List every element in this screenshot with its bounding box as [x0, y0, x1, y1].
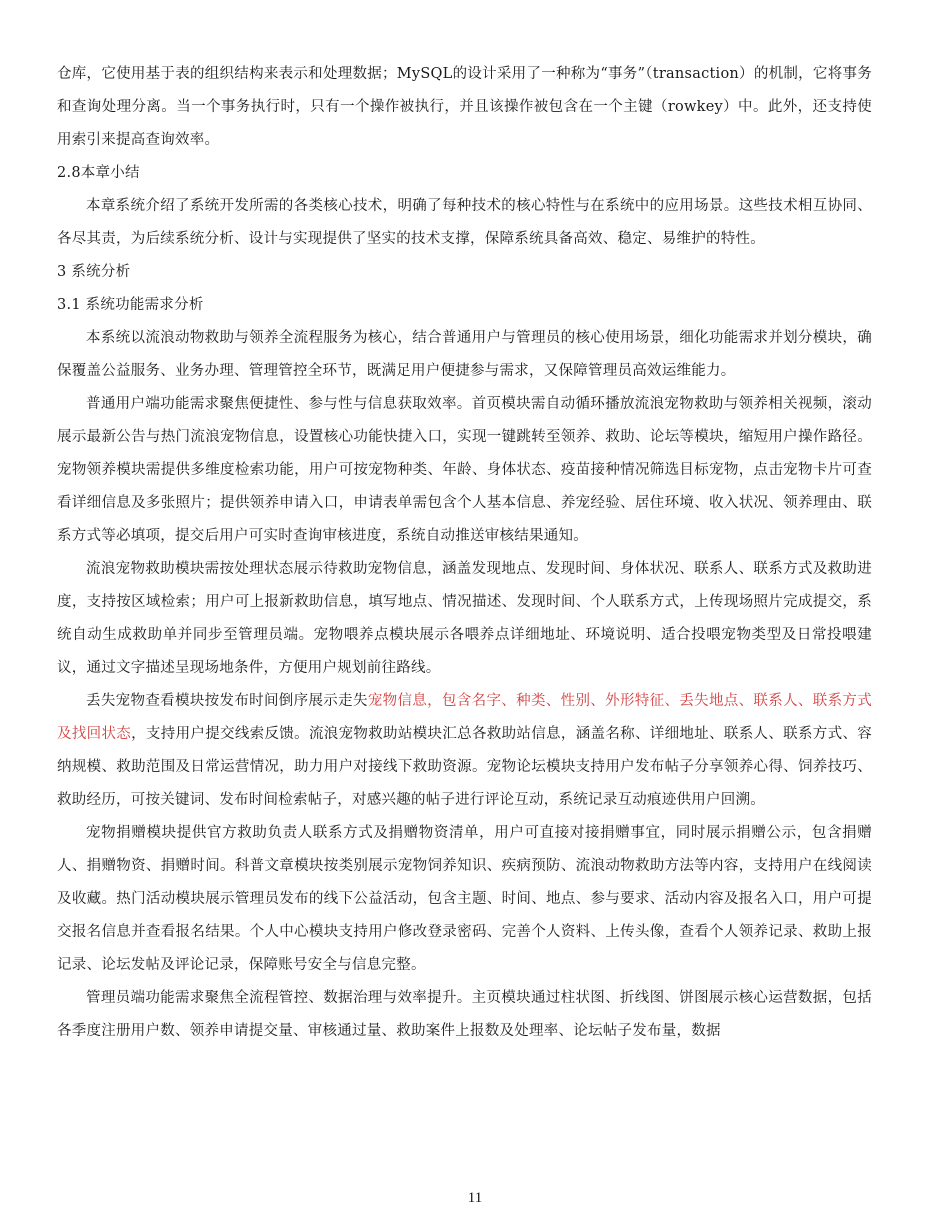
page-number: 11 — [467, 1190, 483, 1206]
paragraph-text: ，支持用户提交线索反馈。流浪宠物救助站模块汇总各救助站信息，涵盖名称、详细地址、联系人、联系方式、容纳规模、救助范围及日常运营情况，助力用户对接线下救助资源。宠物论坛模块支持用户发布帖子分享领养心得、饲养技巧、救助经历，可按关键词、发布时间检索帖子，对感兴趣的帖子进行评论互动，系统记录互动痕迹供用户回溯。 — [57, 726, 873, 808]
highlighted-text: 宠物信息，包含名字、种类、性别、外形特征、丢失地点、联系人、联系方式及找回状态 — [57, 693, 873, 742]
body-paragraph: 管理员端功能需求聚焦全流程管控、数据治理与效率提升。主页模块通过柱状图、折线图、饼图展示核心运营数据，包括各季度注册用户数、领养申请提交量、审核通过量、救助案件上报数及处理率、论坛帖子发布量，数据 — [57, 990, 872, 1039]
section-heading: 3.1 系统功能需求分析 — [57, 297, 204, 313]
body-paragraph: 本系统以流浪动物救助与领养全流程服务为核心，结合普通用户与管理员的核心使用场景，细化功能需求并划分模块，确保覆盖公益服务、业务办理、管理管控全环节，既满足用户便捷参与需求，又保障管理员高效运维能力。 — [57, 330, 872, 379]
section-heading: 3 系统分析 — [57, 264, 131, 280]
body-paragraph: 流浪宠物救助模块需按处理状态展示待救助宠物信息，涵盖发现地点、发现时间、身体状况、联系人、联系方式及救助进度，支持按区域检索；用户可上报新救助信息，填写地点、情况描述、发现时间、个人联系方式，上传现场照片完成提交，系统自动生成救助单并同步至管理员端。宠物喂养点模块展示各喂养点详细地址、环境说明、适合投喂宠物类型及日常投喂建议，通过文字描述呈现场地条件，方便用户规划前往路线。 — [57, 561, 872, 676]
document-body — [57, 58, 872, 1048]
body-paragraph: 普通用户端功能需求聚焦便捷性、参与性与信息获取效率。首页模块需自动循环播放流浪宠物救助与领养相关视频，滚动展示最新公告与热门流浪宠物信息，设置核心功能快捷入口，实现一键跳转至领养、救助、论坛等模块，缩短用户操作路径。宠物领养模块需提供多维度检索功能，用户可按宠物种类、年龄、身体状态、疫苗接种情况筛选目标宠物，点击宠物卡片可查看详细信息及多张照片；提供领养申请入口，申请表单需包含个人基本信息、养宠经验、居住环境、收入状况、领养理由、联系方式等必填项，提交后用户可实时查询审核进度，系统自动推送审核结果通知。 — [57, 396, 872, 544]
section-heading: 2.8本章小结 — [57, 165, 140, 181]
body-paragraph — [57, 685, 872, 817]
body-paragraph: 本章系统介绍了系统开发所需的各类核心技术，明确了每种技术的核心特性与在系统中的应用场景。这些技术相互协同、各尽其责，为后续系统分析、设计与实现提供了坚实的技术支撑，保障系统具备高效、稳定、易维护的特性。 — [57, 198, 872, 247]
body-paragraph: 仓库，它使用基于表的组织结构来表示和处理数据；MySQL的设计采用了一种称为“事务”（transaction）的机制，它将事务和查询处理分离。当一个事务执行时，只有一个操作被执行，并且该操作被包含在一个主键（rowkey）中。此外，还支持使用索引来提高查询效率。 — [57, 66, 872, 148]
body-paragraph: 宠物捐赠模块提供官方救助负责人联系方式及捐赠物资清单，用户可直接对接捐赠事宜，同时展示捐赠公示，包含捐赠人、捐赠物资、捐赠时间。科普文章模块按类别展示宠物饲养知识、疾病预防、流浪动物救助方法等内容，支持用户在线阅读及收藏。热门活动模块展示管理员发布的线下公益活动，包含主题、时间、地点、参与要求、活动内容及报名入口，用户可提交报名信息并查看报名结果。个人中心模块支持用户修改登录密码、完善个人资料、上传头像，查看个人领养记录、救助上报记录、论坛发帖及评论记录，保障账号安全与信息完整。 — [57, 825, 872, 973]
paragraph-text: 丢失宠物查看模块按发布时间倒序展示走失 — [86, 693, 368, 709]
